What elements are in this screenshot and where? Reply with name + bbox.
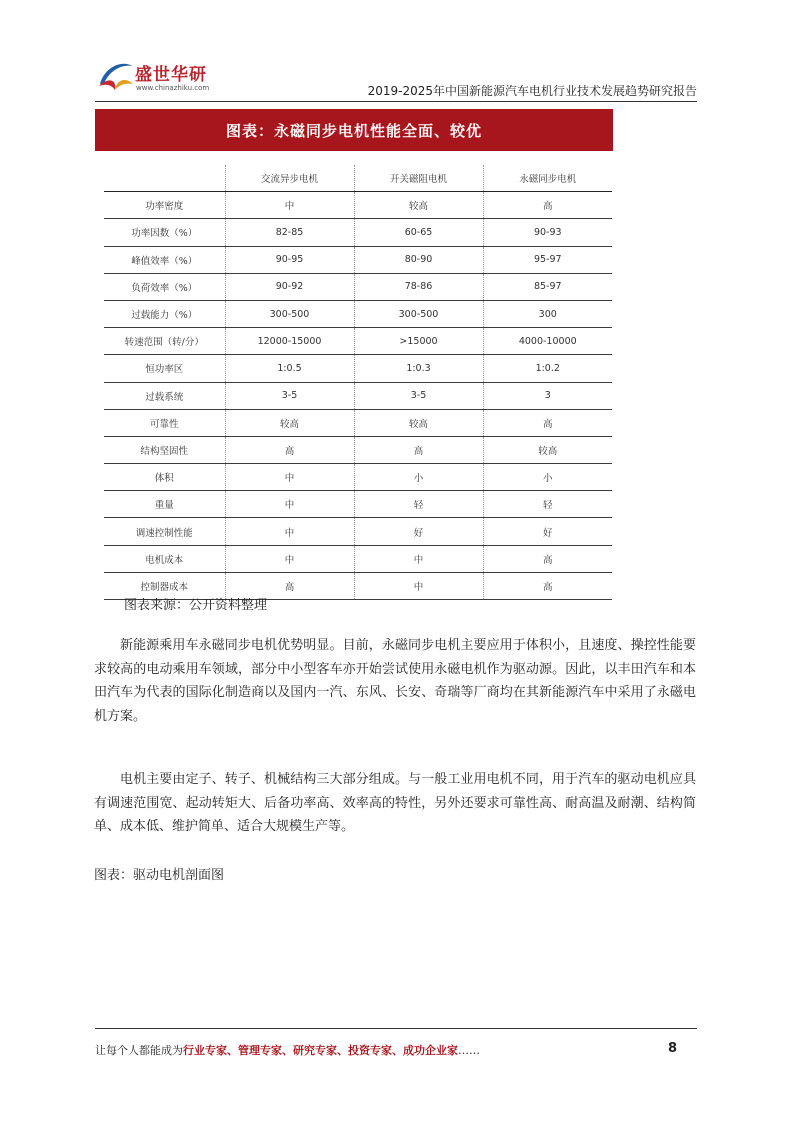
row-label: 过载能力（%） (104, 300, 225, 327)
table-cell: 82-85 (225, 219, 354, 246)
table-cell: 85-97 (483, 273, 612, 300)
motor-comparison-table (104, 165, 612, 600)
table-cell: 中 (225, 545, 354, 572)
table-row (104, 518, 612, 545)
row-label: 调速控制性能 (104, 518, 225, 545)
table-cell: 300 (483, 300, 612, 327)
table-cell: 好 (354, 518, 483, 545)
table-cell: 12000-15000 (225, 328, 354, 355)
row-label: 负荷效率（%） (104, 273, 225, 300)
logo (95, 56, 235, 100)
table-cell: 高 (483, 409, 612, 436)
table-row (104, 300, 612, 327)
row-label: 峰值效率（%） (104, 246, 225, 273)
table-header-cell (104, 165, 225, 192)
table-cell: 好 (483, 518, 612, 545)
table-cell: 90-95 (225, 246, 354, 273)
footer-prefix: 让每个人都能成为 (95, 1044, 183, 1057)
table-cell: 中 (225, 518, 354, 545)
row-label: 转速范围（转/分） (104, 328, 225, 355)
table-cell: 3-5 (354, 382, 483, 409)
row-label: 恒功率区 (104, 355, 225, 382)
table-cell: 300-500 (225, 300, 354, 327)
table-row (104, 464, 612, 491)
footer-suffix: …… (458, 1044, 480, 1057)
row-label: 控制器成本 (104, 572, 225, 599)
footer-divider (95, 1028, 697, 1029)
book-logo-icon (95, 56, 135, 96)
table-cell: 高 (483, 545, 612, 572)
table-cell: 轻 (354, 491, 483, 518)
table-row (104, 328, 612, 355)
table-cell: 高 (354, 436, 483, 463)
paragraph: 电机主要由定子、转子、机械结构三大部分组成。与一般工业用电机不同，用于汽车的驱动电机应具有调速范围宽、起动转矩大、后备功率高、效率高的特性，另外还要求可靠性高、耐高温及耐潮、结构简单、成本低、维护简单、适合大规模生产等。 (94, 772, 696, 835)
row-label: 功率密度 (104, 192, 225, 219)
table-cell: 小 (483, 464, 612, 491)
table-row (104, 192, 612, 219)
row-label: 过载系统 (104, 382, 225, 409)
row-label: 电机成本 (104, 545, 225, 572)
table-header-row (104, 165, 612, 192)
logo-url: www.chinazhiku.com (136, 84, 210, 92)
table-header-cell: 开关磁阻电机 (354, 165, 483, 192)
table-cell: 高 (225, 572, 354, 599)
row-label: 重量 (104, 491, 225, 518)
table-header-cell: 交流异步电机 (225, 165, 354, 192)
table-cell: 小 (354, 464, 483, 491)
table-cell: 中 (354, 545, 483, 572)
table-cell: 较高 (354, 409, 483, 436)
table-cell: 中 (354, 572, 483, 599)
page-header (95, 50, 697, 105)
table-row (104, 219, 612, 246)
table-cell: 中 (225, 491, 354, 518)
table-cell: 60-65 (354, 219, 483, 246)
logo-name: 盛世华研 (135, 65, 207, 85)
table-cell: 较高 (354, 192, 483, 219)
table-row (104, 382, 612, 409)
table-cell: 较高 (225, 409, 354, 436)
page-number: 8 (668, 1041, 678, 1056)
footer-highlight: 行业专家、管理专家、研究专家、投资专家、成功企业家 (183, 1044, 458, 1057)
figure-source: 图表来源：公开资料整理 (124, 598, 268, 613)
table-row (104, 273, 612, 300)
table-cell: 80-90 (354, 246, 483, 273)
table-row (104, 409, 612, 436)
table-cell: 95-97 (483, 246, 612, 273)
table-cell: 高 (483, 572, 612, 599)
table-row (104, 355, 612, 382)
table-cell: 1:0.5 (225, 355, 354, 382)
figure-title-banner: 图表：永磁同步电机性能全面、较优 (95, 109, 613, 151)
row-label: 可靠性 (104, 409, 225, 436)
row-label: 体积 (104, 464, 225, 491)
figure-caption: 图表：驱动电机剖面图 (94, 868, 225, 883)
table-row (104, 436, 612, 463)
report-title: 2019-2025年中国新能源汽车电机行业技术发展趋势研究报告 (367, 84, 697, 98)
table-cell: 1:0.3 (354, 355, 483, 382)
table-cell: 高 (225, 436, 354, 463)
header-divider (95, 101, 697, 102)
table-row (104, 545, 612, 572)
table-row (104, 246, 612, 273)
table-cell: 轻 (483, 491, 612, 518)
table-cell: 高 (483, 192, 612, 219)
table-cell: 中 (225, 192, 354, 219)
table-cell: 90-92 (225, 273, 354, 300)
table-cell: 1:0.2 (483, 355, 612, 382)
table-cell: 4000-10000 (483, 328, 612, 355)
table-cell: >15000 (354, 328, 483, 355)
row-label: 功率因数（%） (104, 219, 225, 246)
table-row (104, 491, 612, 518)
table-cell: 3 (483, 382, 612, 409)
table-cell: 3-5 (225, 382, 354, 409)
table-cell: 中 (225, 464, 354, 491)
table-cell: 90-93 (483, 219, 612, 246)
table-header-cell: 永磁同步电机 (483, 165, 612, 192)
table-cell: 较高 (483, 436, 612, 463)
table-cell: 78-86 (354, 273, 483, 300)
row-label: 结构坚固性 (104, 436, 225, 463)
footer-slogan (95, 1042, 480, 1058)
table-cell: 300-500 (354, 300, 483, 327)
paragraph: 新能源乘用车永磁同步电机优势明显。目前，永磁同步电机主要应用于体积小，且速度、操控性能要求较高的电动乘用车领域，部分中小型客车亦开始尝试使用永磁电机作为驱动源。因此，以丰田汽车和本田汽车为代表的国际化制造商以及国内一汽、东风、长安、奇瑞等厂商均在其新能源汽车中采用了永磁电机方案。 (94, 638, 696, 724)
